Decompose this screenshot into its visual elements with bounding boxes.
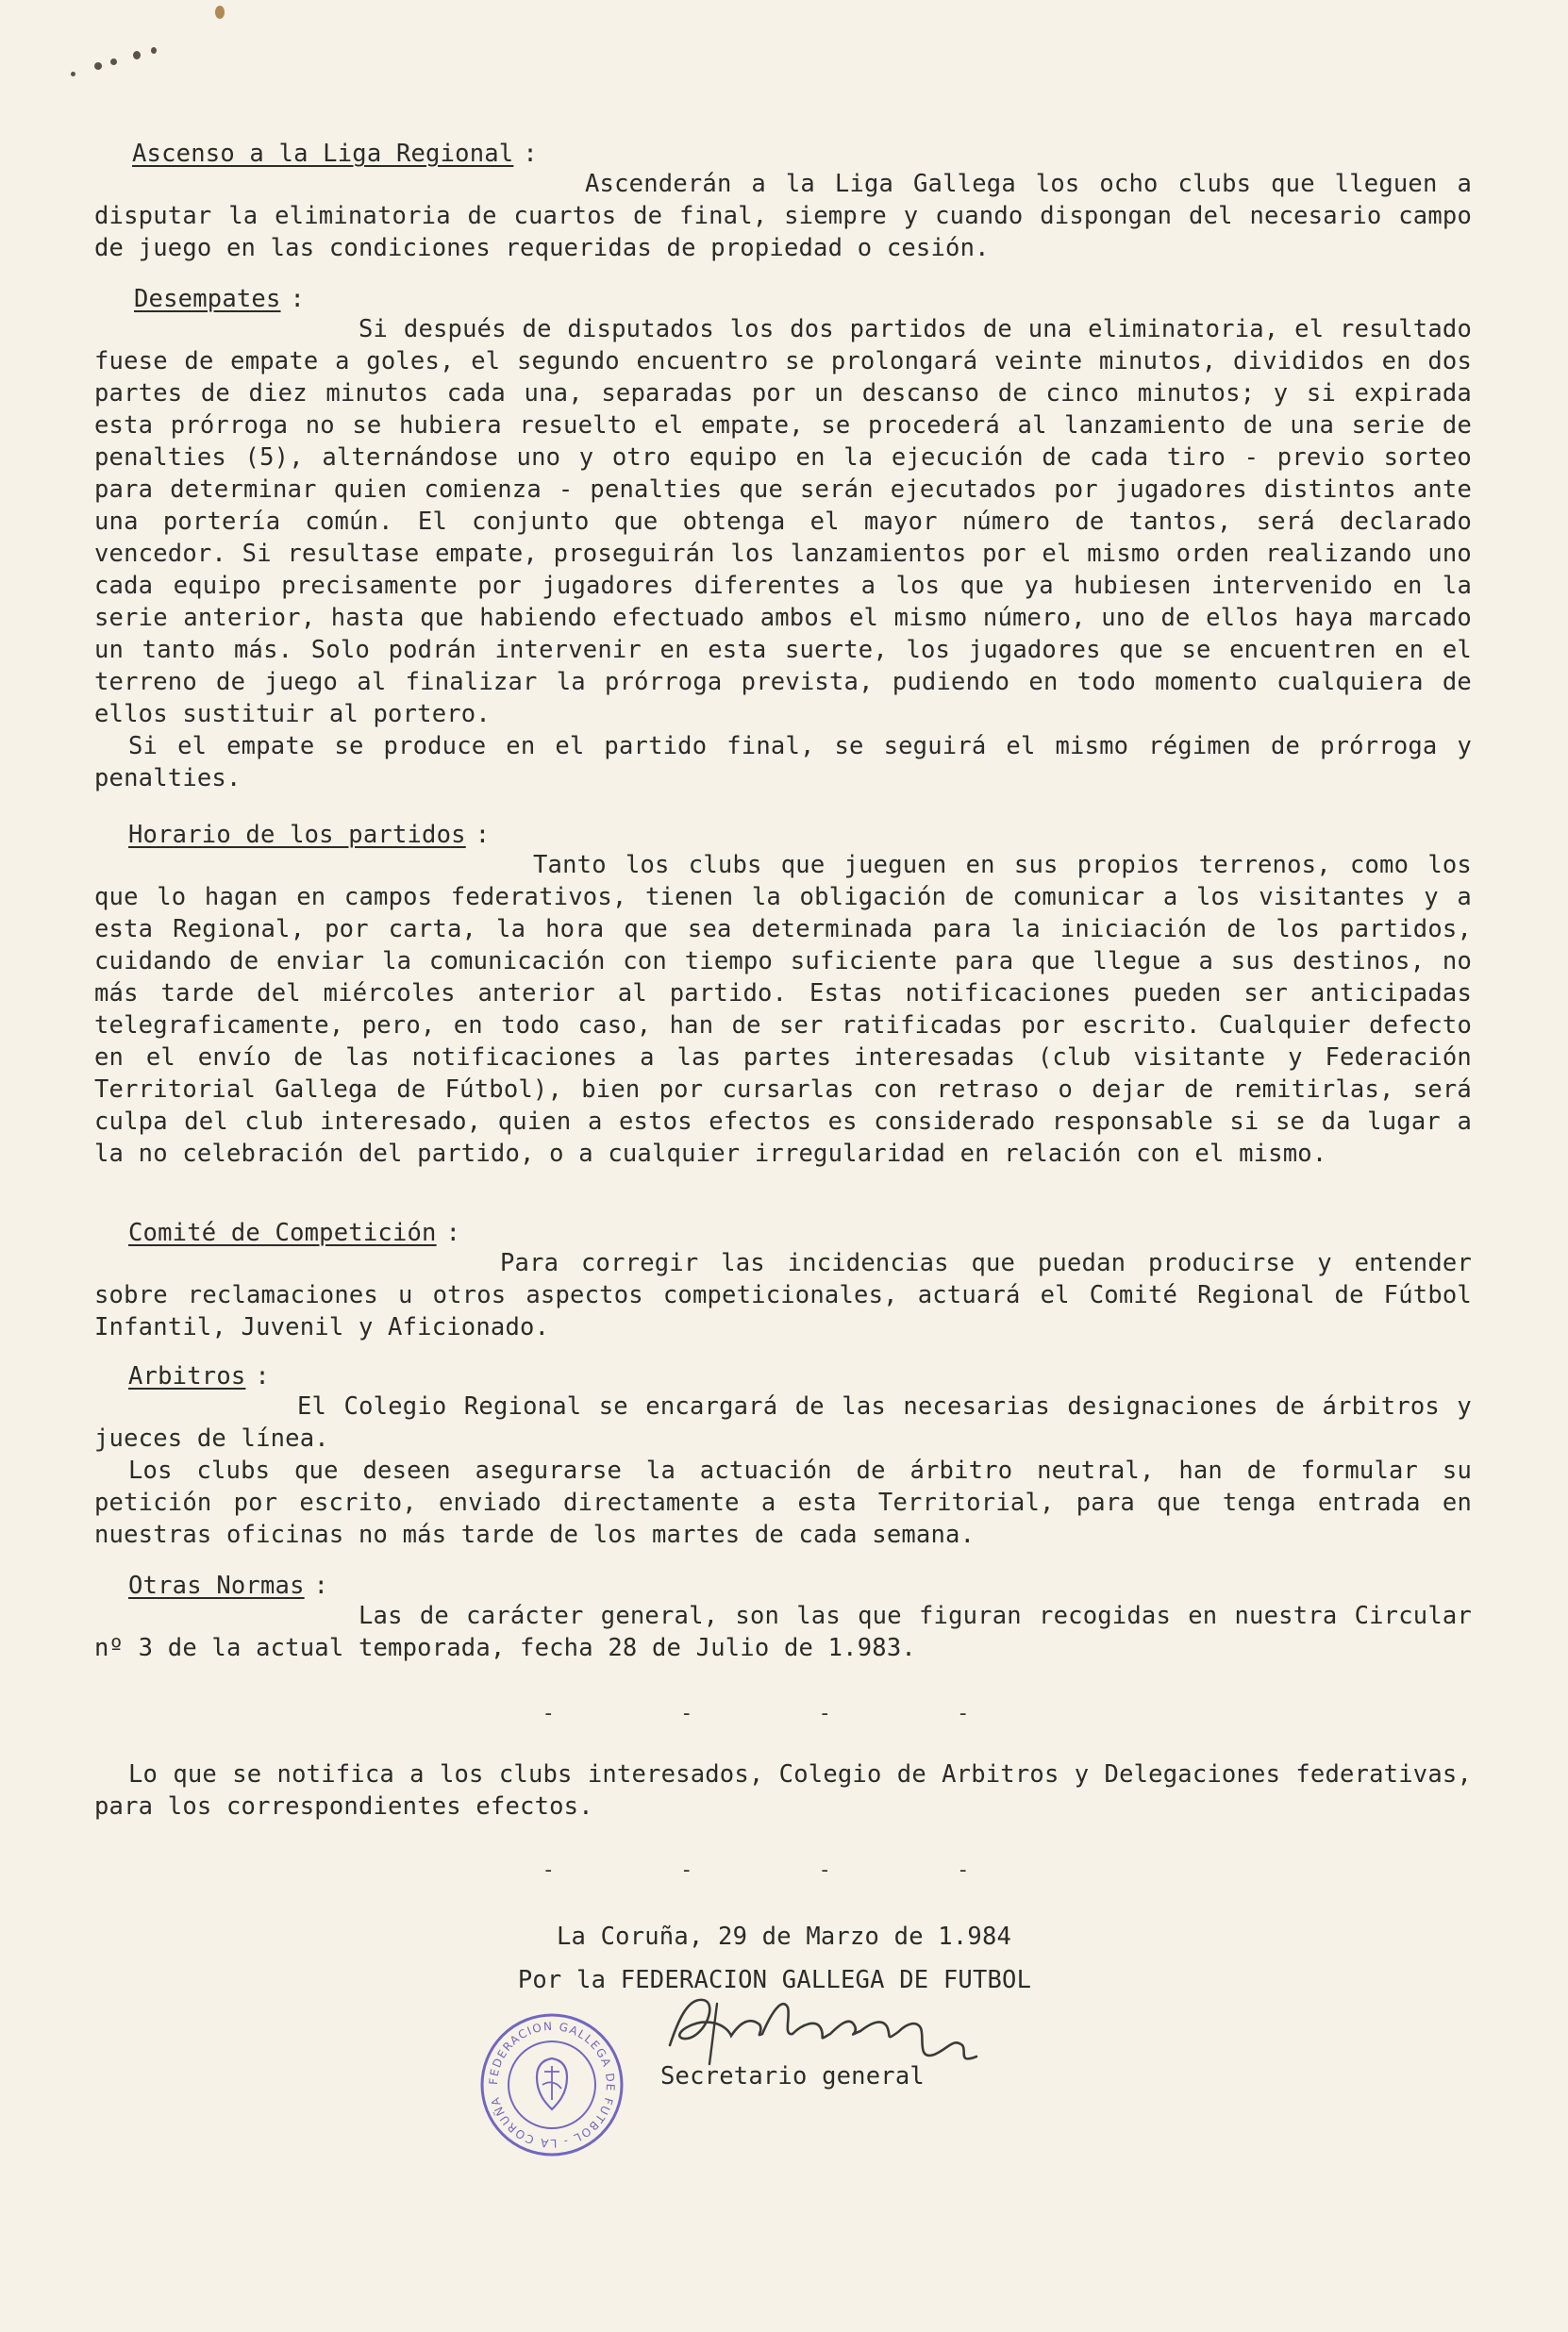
section-heading: Arbitros : <box>128 1362 270 1391</box>
section-desempates <box>94 283 1472 794</box>
place-date: La Coruña, 29 de Marzo de 1.984 <box>556 1923 1012 1951</box>
section-otras-normas <box>94 1570 1472 1664</box>
section-text: Si después de disputados los dos partidos de una eliminatoria, el resultado fuese de empate a goles, el segundo encuentro se prolongará veinte minutos, divididos en dos partes de diez minutos cada una, separadas por un descanso de cinco minutos; y si expirada esta prórroga no se hubiera resuelto el empate, se procederá al lanzamiento de una serie de penalties (5), alternándose uno y otro equipo en la ejecución de cada tiro - previo sorteo para determinar quien comienza - penalties que serán ejecutados por jugadores distintos ante una portería común. El conjunto que obtenga el mayor número de tantos, será declarado vencedor. Si resultase empate, proseguirán los lanzamientos por el mismo orden realizando uno cada equipo precisamente por jugadores diferentes a los que ya hubiesen intervenido en la serie anterior, hasta que habiendo efectuado ambos el mismo número, uno de ellos haya marcado un tanto más. Solo podrán intervenir en esta suerte, los jugadores que se encuentren en el terreno de juego al finalizar la prórroga prevista, pudiendo en todo momento cualquiera de ellos sustituir al portero. <box>94 315 1472 728</box>
section-text-continued: Los clubs que deseen asegurarse la actuación de árbitro neutral, han de formular su petición por escrito, enviado directamente a esta Territorial, para que tenga entrada en nuestras oficinas no más tarde de los martes de cada semana. <box>94 1457 1472 1549</box>
section-heading-line <box>94 1570 1472 1602</box>
ink-blot <box>110 58 117 65</box>
section-heading: Desempates : <box>134 285 306 313</box>
section-text: El Colegio Regional se encargará de las necesarias designaciones de árbitros y jueces de línea. <box>94 1392 1472 1453</box>
section-heading: Otras Normas : <box>128 1572 329 1600</box>
issuer-line: Por la FEDERACION GALLEGA DE FUTBOL <box>517 1966 1032 1994</box>
federation-seal <box>476 2009 627 2160</box>
svg-text:FEDERACION GALLEGA DE FUTBOL -: FEDERACION GALLEGA DE FUTBOL - LA CORUÑA <box>486 2019 618 2151</box>
separator: - - - - <box>542 1858 1026 1882</box>
section-arbitros <box>94 1360 1472 1551</box>
seal-drawing <box>476 2009 627 2160</box>
section-text: Para corregir las incidencias que puedan producirse y entender sobre reclamaciones u otros aspectos competicionales, actuará el Comité Regional de Fútbol Infantil, Juvenil y Aficionado. <box>94 1249 1472 1341</box>
ink-blot <box>151 47 157 54</box>
section-horario <box>94 819 1472 1170</box>
separator: - - - - <box>542 1702 1026 1725</box>
notice-block <box>94 1758 1472 1823</box>
notice-text: Lo que se notifica a los clubs interesados, Colegio de Arbitros y Delegaciones federativas, para los correspondientes efectos. <box>94 1760 1472 1821</box>
section-text-continued: Si el empate se produce en el partido final, se seguirá el mismo régimen de prórroga y penalties. <box>94 732 1472 792</box>
ink-blot <box>215 6 225 19</box>
ink-blot <box>94 62 102 70</box>
section-comite <box>94 1217 1472 1343</box>
section-heading: Comité de Competición : <box>128 1219 461 1247</box>
section-heading-line <box>94 819 1472 851</box>
section-heading-line <box>94 283 1472 315</box>
signer-title: Secretario general <box>660 2062 925 2090</box>
section-ascenso <box>94 138 1472 264</box>
ink-blot <box>71 72 75 76</box>
section-text: Las de carácter general, son las que figuran recogidas en nuestra Circular nº 3 de la actual temporada, fecha 28 de Julio de 1.983. <box>94 1602 1472 1662</box>
section-heading-line <box>94 138 1472 170</box>
ink-blot <box>133 51 141 59</box>
section-heading-line <box>94 1217 1472 1249</box>
section-text: Tanto los clubs que jueguen en sus propios terrenos, como los que lo hagan en campos federativos, tienen la obligación de comunicar a los visitantes y a esta Regional, por carta, la hora que sea determinada para la iniciación de los partidos, cuidando de enviar la comunicación con tiempo suficiente para que llegue a sus destinos, no más tarde del miércoles anterior al partido. Estas notificaciones pueden ser anticipadas telegraficamente, pero, en todo caso, han de ser ratificadas por escrito. Cualquier defecto en el envío de las notificaciones a las partes interesadas (club visitante y Federación Territorial Gallega de Fútbol), bien por cursarlas con retraso o dejar de remitirlas, será culpa del club interesado, quien a estos efectos es considerado responsable si se da lugar a la no celebración del partido, o a cualquier irregularidad en relación con el mismo. <box>94 851 1472 1168</box>
section-heading-line <box>94 1360 1472 1392</box>
section-heading: Ascenso a la Liga Regional : <box>132 140 538 168</box>
section-text: Ascenderán a la Liga Gallega los ocho clubs que lleguen a disputar la eliminatoria de cuartos de final, siempre y cuando dispongan del necesario campo de juego en las condiciones requeridas de propiedad o cesión. <box>94 170 1472 262</box>
section-heading: Horario de los partidos : <box>128 821 491 849</box>
